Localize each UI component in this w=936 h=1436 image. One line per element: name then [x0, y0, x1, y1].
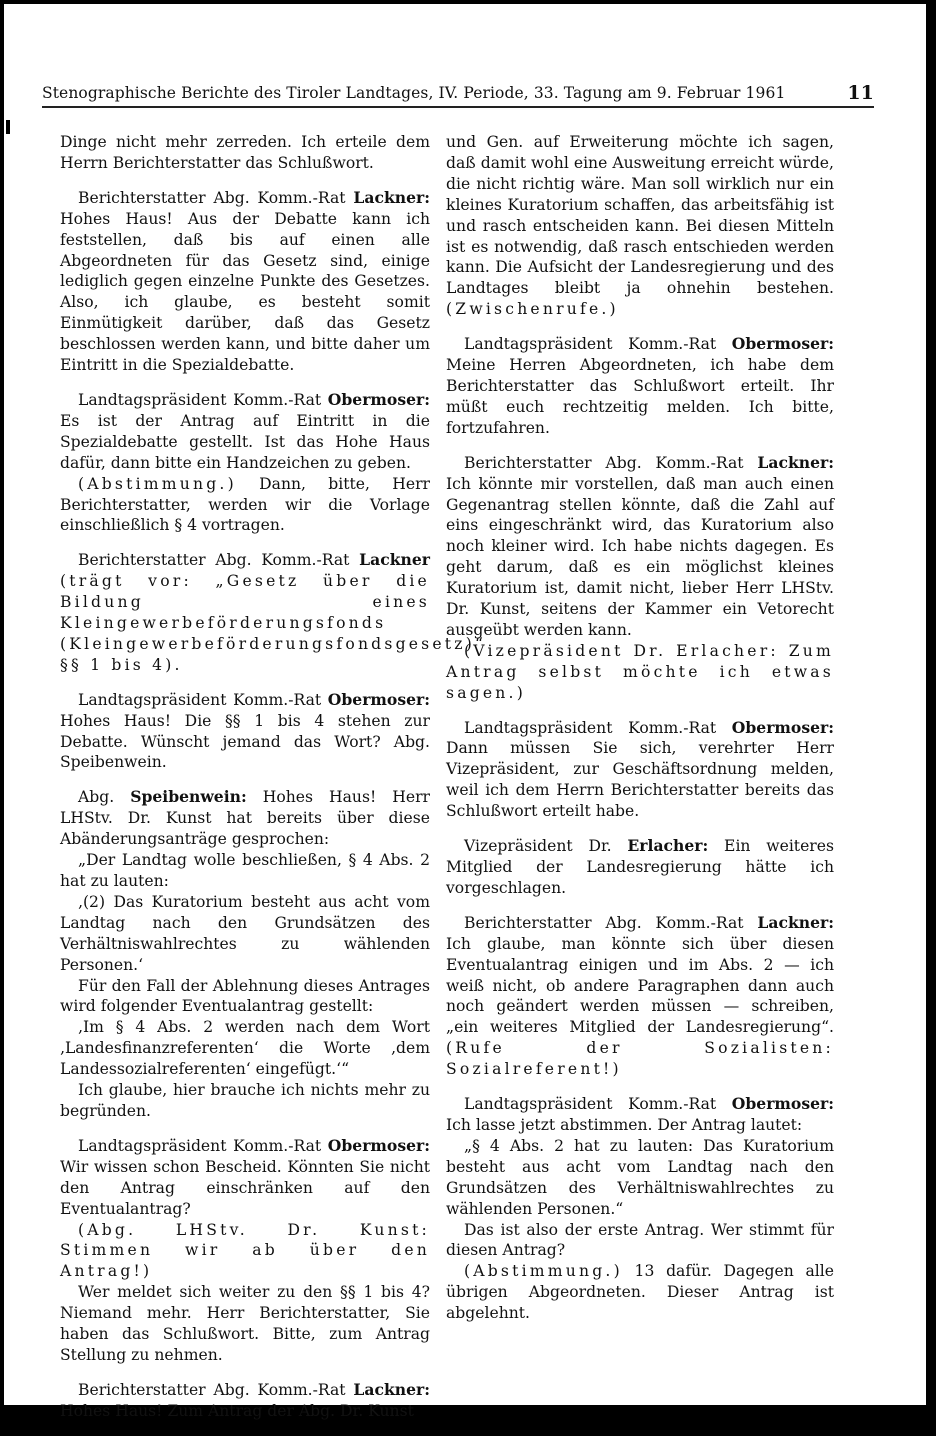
vote-result: 13 dafür. Dagegen alle übrigen Abgeordneten. Dieser Antrag ist abgelehnt.	[446, 1262, 834, 1323]
speaker-role: Landtagspräsident Komm.-Rat	[78, 1136, 328, 1155]
speaker-role: Berichterstatter Abg. Komm.-Rat	[464, 913, 758, 932]
speech-lackner-5	[446, 913, 834, 1080]
speaker-role: Landtagspräsident Komm.-Rat	[464, 718, 732, 737]
speaker-role: Landtagspräsident Komm.-Rat	[464, 1095, 732, 1114]
page-number: 11	[847, 82, 874, 104]
speech-lackner-1	[60, 188, 430, 376]
speech-text: und Gen. auf Erweiterung möchte ich sagen, daß damit wohl eine Ausweitung erreicht würde, die nicht richtig wäre. Man soll wirklich nur ein kleines Kuratorium schaffen, das arbeitsfähig ist und rasch entscheiden kann. Bei diesen Mitteln ist es notwendig, daß rasch entschieden werden kann. Die Aufsicht der Landesregierung und des Landtages bleibt ja ohnehin bestehen.	[446, 133, 834, 298]
speaker-name: Lackner	[359, 550, 430, 570]
speech-obermoser-3	[60, 1136, 430, 1366]
speech-obermoser-6	[446, 1094, 834, 1324]
speech-obermoser-4	[446, 334, 834, 439]
speech-text: Ich glaube, man könnte sich über diesen Eventualantrag einigen und im Abs. 2 — ich weiß nicht, ob andere Paragraphen dann auch noch geändert werden müssen — schreiben, „ein weiteres Mitglied der Landesregierung“.	[446, 934, 834, 1037]
running-header	[42, 84, 874, 108]
left-column	[60, 132, 487, 1436]
speaker-role: Abg.	[78, 788, 131, 807]
vote-line	[446, 1261, 834, 1324]
header-title: Stenographische Berichte des Tiroler Landtages, IV. Periode, 33. Tagung am 9. Februar 1961	[42, 84, 786, 102]
speech-text: Wir wissen schon Bescheid. Könnten Sie nicht den Antrag einschränken auf den Eventualantrag?	[60, 1157, 430, 1218]
speech-speibenwein	[60, 787, 430, 1122]
speaker-role: Landtagspräsident Komm.-Rat	[78, 690, 328, 709]
speech-text: Es ist der Antrag auf Eintritt in die Spezialdebatte gestellt. Ist das Hohe Haus dafür, dann bitte ein Handzeichen zu geben.	[60, 411, 430, 472]
speech-text: Ich lasse jetzt abstimmen. Der Antrag lautet:	[446, 1115, 803, 1134]
speaker-role: Vizepräsident Dr.	[464, 837, 628, 856]
speaker-role: Berichterstatter Abg. Komm.-Rat	[78, 551, 360, 570]
speaker-name: Obermoser:	[327, 689, 430, 709]
speech-text: Hohes Haus! Zum Antrag der Abg. Dr. Kunst	[60, 1401, 414, 1420]
speech-obermoser-5	[446, 718, 834, 823]
right-column	[446, 132, 834, 1338]
speech-text: Dann, bitte, Herr Berichterstatter, werden wir die Vorlage einschließlich § 4 vortragen.	[60, 474, 430, 535]
quote-line: ‚Im § 4 Abs. 2 werden nach dem Wort ‚Landesfinanzreferenten‘ die Worte ‚dem Landessozialreferenten‘ eingefügt.‘“	[60, 1018, 430, 1079]
speaker-name: Obermoser:	[731, 1094, 834, 1114]
vote-line	[60, 474, 430, 537]
vote-note: (Abstimmung.)	[78, 474, 237, 493]
speech-lackner-3	[60, 1380, 430, 1422]
speaker-name: Obermoser:	[731, 717, 834, 737]
vote-note: (Abstimmung.)	[464, 1262, 623, 1281]
interjection: (Rufe der Sozialisten: Sozialreferent!)	[446, 1039, 834, 1079]
speech-obermoser-1	[60, 390, 430, 536]
speech-text: Ich könnte mir vorstellen, daß man auch einen Gegenantrag stellen könnte, daß die Zahl auf eins eingeschränkt wird, das Kuratorium also noch kleiner wird. Ich habe nichts dagegen. Es geht darum, daß es ein möglichst kleines Kuratorium ist, damit nicht, lieber Herr LHStv. Dr. Kunst, seitens der Kammer ein Vetorecht ausgeübt werden kann.	[446, 474, 834, 639]
speech-text: Hohes Haus! Die §§ 1 bis 4 stehen zur Debatte. Wünscht jemand das Wort? Abg. Speibenwein.	[60, 711, 430, 772]
speaker-role: Landtagspräsident Komm.-Rat	[78, 390, 328, 409]
speech-text: Wer meldet sich weiter zu den §§ 1 bis 4? Niemand mehr. Herr Berichterstatter, Sie haben das Schlußwort. Bitte, zum Antrag Stellung zu nehmen.	[60, 1283, 430, 1364]
quote-line: Ich glaube, hier brauche ich nichts mehr zu begründen.	[60, 1081, 430, 1120]
speech-text: Ein weiteres Mitglied der Landesregierung hätte ich vorgeschlagen.	[446, 837, 834, 897]
quote-line: ‚(2) Das Kuratorium besteht aus acht vom Landtag nach den Grundsätzen des Verhältniswahlrechtes zu wählenden Personen.‘	[60, 892, 430, 974]
quote-line: „§ 4 Abs. 2 hat zu lauten: Das Kuratorium besteht aus acht vom Landtag nach den Grundsätzen des Verhältniswahlrechtes zu wählenden Personen.“	[446, 1136, 834, 1218]
speaker-role: Berichterstatter Abg. Komm.-Rat	[78, 188, 354, 207]
quote-line: „Der Landtag wolle beschließen, § 4 Abs. 2 hat zu lauten:	[60, 851, 430, 890]
speaker-name: Lackner:	[353, 187, 430, 207]
speaker-role: Berichterstatter Abg. Komm.-Rat	[464, 453, 758, 472]
speaker-role: Landtagspräsident Komm.-Rat	[464, 335, 732, 354]
scan-artifact	[6, 120, 10, 134]
quote-line: Für den Fall der Ablehnung dieses Antrages wird folgender Eventualantrag gestellt:	[60, 976, 430, 1016]
speech-continuation	[446, 132, 834, 320]
interjection: (Zwischenrufe.)	[446, 300, 619, 319]
document-page	[4, 4, 926, 1420]
speaker-name: Lackner:	[757, 452, 834, 472]
speech-text: Das ist also der erste Antrag. Wer stimmt für diesen Antrag?	[446, 1220, 834, 1260]
speech-obermoser-2	[60, 690, 430, 774]
speech-text: Dann müssen Sie sich, verehrter Herr Vizepräsident, zur Geschäftsordnung melden, weil ich dem Herrn Berichterstatter bereits das Schlußwort erteilt habe.	[446, 739, 834, 821]
reading-note: (trägt vor: „Gesetz über die Bildung eines Kleingewerbeförderungsfonds (Kleingewerbeförderungsfondsgesetz)“ §§ 1 bis 4).	[60, 572, 487, 674]
speaker-name: Lackner:	[757, 912, 834, 932]
speech-text: Hohes Haus! Herr LHStv. Dr. Kunst hat bereits über diese Abänderungsanträge gesprochen:	[60, 788, 431, 849]
speaker-role: Berichterstatter Abg. Komm.-Rat	[78, 1380, 354, 1399]
speech-text: Hohes Haus! Aus der Debatte kann ich feststellen, daß bis auf einen alle Abgeordneten für das Gesetz sind, einige lediglich gegen einzelne Punkte des Gesetzes. Also, ich glaube, es besteht somit Einmütigkeit darüber, daß das Gesetz beschlossen werden kann, und bitte daher um Eintritt in die Spezialdebatte.	[60, 209, 430, 375]
speech-text: Meine Herren Abgeordneten, ich habe dem Berichterstatter das Schlußwort erteilt. Ihr müßt euch rechtzeitig melden. Ich bitte, fortzufahren.	[446, 356, 834, 437]
speaker-name: Erlacher:	[627, 836, 709, 856]
speaker-name: Lackner:	[353, 1379, 430, 1399]
speaker-name: Obermoser:	[327, 389, 430, 409]
speech-erlacher	[446, 836, 834, 899]
interjection: (Vizepräsident Dr. Erlacher: Zum Antrag selbst möchte ich etwas sagen.)	[446, 641, 834, 702]
speaker-name: Speibenwein:	[130, 787, 247, 807]
speaker-name: Obermoser:	[327, 1135, 430, 1155]
interjection: (Abg. LHStv. Dr. Kunst: Stimmen wir ab über den Antrag!)	[60, 1220, 430, 1281]
speaker-name: Obermoser:	[731, 334, 834, 354]
paragraph: Dinge nicht mehr zerreden. Ich erteile dem Herrn Berichterstatter das Schlußwort.	[60, 133, 430, 172]
speech-lackner-4	[446, 453, 834, 704]
speech-lackner-2	[60, 550, 487, 675]
